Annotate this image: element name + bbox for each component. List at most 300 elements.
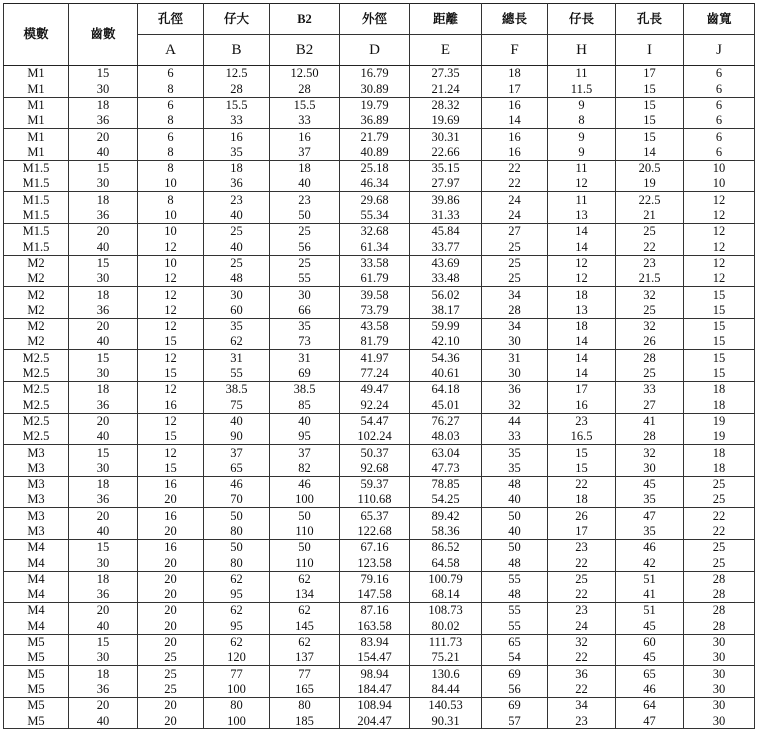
cell-hub: 35 — [204, 144, 270, 160]
cell-face-width: 22 — [684, 524, 755, 540]
cell-total-length: 34 — [482, 287, 548, 303]
cell-hub: 36 — [204, 176, 270, 192]
cell-bore-length: 41 — [616, 587, 684, 603]
cell-distance: 140.53 — [410, 697, 482, 713]
cell-bore-length: 20.5 — [616, 160, 684, 176]
cell-bore: 25 — [138, 650, 204, 666]
cell-bore: 25 — [138, 666, 204, 682]
table-row — [4, 713, 755, 729]
cell-hub: 38.5 — [204, 381, 270, 397]
cell-bore-length: 42 — [616, 555, 684, 571]
cell-teeth: 36 — [69, 208, 138, 224]
cell-b2: 25 — [270, 255, 340, 271]
header-letter-d: D — [340, 35, 410, 66]
cell-hub-length: 23 — [548, 713, 616, 729]
cell-bore: 12 — [138, 287, 204, 303]
cell-hub-length: 22 — [548, 587, 616, 603]
cell-hub: 77 — [204, 666, 270, 682]
header-name-b2: B2 — [270, 4, 340, 35]
cell-outer: 123.58 — [340, 555, 410, 571]
cell-distance: 86.52 — [410, 539, 482, 555]
cell-face-width: 18 — [684, 445, 755, 461]
cell-bore: 20 — [138, 634, 204, 650]
cell-distance: 64.18 — [410, 381, 482, 397]
cell-bore-length: 26 — [616, 334, 684, 350]
cell-bore-length: 19 — [616, 176, 684, 192]
cell-distance: 100.79 — [410, 571, 482, 587]
table-row — [4, 192, 755, 208]
cell-b2: 40 — [270, 176, 340, 192]
table-row — [4, 334, 755, 350]
header-letter-e: E — [410, 35, 482, 66]
cell-total-length: 48 — [482, 587, 548, 603]
cell-module: M5 — [4, 682, 69, 698]
cell-hub-length: 12 — [548, 176, 616, 192]
cell-teeth: 18 — [69, 381, 138, 397]
table-row — [4, 366, 755, 382]
cell-outer: 50.37 — [340, 445, 410, 461]
cell-module: M3 — [4, 476, 69, 492]
cell-total-length: 48 — [482, 476, 548, 492]
cell-teeth: 36 — [69, 587, 138, 603]
cell-teeth: 40 — [69, 239, 138, 255]
cell-outer: 16.79 — [340, 66, 410, 82]
cell-bore: 15 — [138, 334, 204, 350]
cell-teeth: 15 — [69, 255, 138, 271]
cell-total-length: 16 — [482, 144, 548, 160]
cell-hub-length: 9 — [548, 97, 616, 113]
cell-bore: 16 — [138, 397, 204, 413]
table-row — [4, 66, 755, 82]
cell-bore: 20 — [138, 697, 204, 713]
cell-hub: 62 — [204, 634, 270, 650]
table-row — [4, 129, 755, 145]
cell-total-length: 56 — [482, 682, 548, 698]
cell-b2: 46 — [270, 476, 340, 492]
cell-hub: 33 — [204, 113, 270, 129]
header-name-distance: 距離 — [410, 4, 482, 35]
cell-face-width: 12 — [684, 271, 755, 287]
cell-b2: 62 — [270, 571, 340, 587]
cell-face-width: 25 — [684, 555, 755, 571]
cell-total-length: 36 — [482, 381, 548, 397]
table-row — [4, 697, 755, 713]
cell-outer: 154.47 — [340, 650, 410, 666]
header-letter-h: H — [548, 35, 616, 66]
cell-distance: 80.02 — [410, 618, 482, 634]
cell-hub: 50 — [204, 508, 270, 524]
cell-bore-length: 51 — [616, 571, 684, 587]
cell-face-width: 6 — [684, 129, 755, 145]
cell-teeth: 15 — [69, 160, 138, 176]
cell-face-width: 6 — [684, 81, 755, 97]
cell-distance: 35.15 — [410, 160, 482, 176]
cell-hub: 90 — [204, 429, 270, 445]
cell-bore-length: 45 — [616, 650, 684, 666]
cell-total-length: 22 — [482, 176, 548, 192]
cell-bore: 25 — [138, 682, 204, 698]
cell-distance: 84.44 — [410, 682, 482, 698]
cell-distance: 48.03 — [410, 429, 482, 445]
cell-total-length: 50 — [482, 508, 548, 524]
cell-b2: 37 — [270, 144, 340, 160]
cell-teeth: 18 — [69, 571, 138, 587]
cell-bore-length: 22 — [616, 239, 684, 255]
cell-hub-length: 23 — [548, 603, 616, 619]
cell-bore-length: 15 — [616, 129, 684, 145]
cell-b2: 23 — [270, 192, 340, 208]
cell-b2: 15.5 — [270, 97, 340, 113]
cell-face-width: 12 — [684, 223, 755, 239]
table-row — [4, 445, 755, 461]
cell-bore-length: 22.5 — [616, 192, 684, 208]
cell-b2: 85 — [270, 397, 340, 413]
table-row — [4, 397, 755, 413]
cell-bore-length: 25 — [616, 223, 684, 239]
cell-bore: 12 — [138, 239, 204, 255]
cell-bore: 15 — [138, 429, 204, 445]
cell-face-width: 6 — [684, 66, 755, 82]
cell-hub-length: 34 — [548, 697, 616, 713]
cell-outer: 83.94 — [340, 634, 410, 650]
cell-total-length: 55 — [482, 571, 548, 587]
cell-bore: 16 — [138, 539, 204, 555]
table-row — [4, 271, 755, 287]
cell-hub: 31 — [204, 350, 270, 366]
cell-teeth: 18 — [69, 192, 138, 208]
cell-bore: 15 — [138, 460, 204, 476]
cell-face-width: 28 — [684, 587, 755, 603]
cell-total-length: 50 — [482, 539, 548, 555]
cell-distance: 45.01 — [410, 397, 482, 413]
cell-distance: 42.10 — [410, 334, 482, 350]
table-row — [4, 413, 755, 429]
cell-outer: 108.94 — [340, 697, 410, 713]
cell-total-length: 16 — [482, 97, 548, 113]
cell-bore-length: 64 — [616, 697, 684, 713]
header-name-hub: 仔大 — [204, 4, 270, 35]
cell-hub: 40 — [204, 413, 270, 429]
cell-bore-length: 47 — [616, 713, 684, 729]
gear-spec-table — [3, 3, 755, 729]
cell-total-length: 25 — [482, 239, 548, 255]
cell-total-length: 22 — [482, 160, 548, 176]
cell-outer: 184.47 — [340, 682, 410, 698]
cell-teeth: 18 — [69, 287, 138, 303]
cell-bore: 8 — [138, 192, 204, 208]
cell-b2: 38.5 — [270, 381, 340, 397]
cell-b2: 134 — [270, 587, 340, 603]
cell-hub: 25 — [204, 255, 270, 271]
cell-hub: 40 — [204, 239, 270, 255]
cell-teeth: 36 — [69, 492, 138, 508]
cell-module: M2.5 — [4, 381, 69, 397]
cell-b2: 55 — [270, 271, 340, 287]
table-row — [4, 492, 755, 508]
cell-b2: 82 — [270, 460, 340, 476]
cell-outer: 98.94 — [340, 666, 410, 682]
cell-bore: 20 — [138, 571, 204, 587]
cell-hub: 37 — [204, 445, 270, 461]
cell-bore-length: 14 — [616, 144, 684, 160]
cell-distance: 78.85 — [410, 476, 482, 492]
cell-hub-length: 11.5 — [548, 81, 616, 97]
table-row — [4, 81, 755, 97]
cell-distance: 30.31 — [410, 129, 482, 145]
table-row — [4, 682, 755, 698]
table-row — [4, 460, 755, 476]
cell-teeth: 30 — [69, 460, 138, 476]
cell-outer: 49.47 — [340, 381, 410, 397]
cell-face-width: 12 — [684, 255, 755, 271]
cell-bore: 8 — [138, 81, 204, 97]
cell-module: M3 — [4, 508, 69, 524]
cell-face-width: 12 — [684, 192, 755, 208]
cell-distance: 19.69 — [410, 113, 482, 129]
cell-module: M1.5 — [4, 239, 69, 255]
table-row — [4, 208, 755, 224]
cell-face-width: 30 — [684, 713, 755, 729]
cell-face-width: 18 — [684, 381, 755, 397]
cell-teeth: 30 — [69, 650, 138, 666]
cell-hub: 28 — [204, 81, 270, 97]
cell-hub-length: 25 — [548, 571, 616, 587]
cell-face-width: 28 — [684, 618, 755, 634]
cell-distance: 111.73 — [410, 634, 482, 650]
cell-hub-length: 12 — [548, 255, 616, 271]
cell-teeth: 40 — [69, 713, 138, 729]
cell-distance: 108.73 — [410, 603, 482, 619]
cell-outer: 39.58 — [340, 287, 410, 303]
cell-hub: 30 — [204, 287, 270, 303]
cell-total-length: 65 — [482, 634, 548, 650]
cell-total-length: 54 — [482, 650, 548, 666]
cell-module: M3 — [4, 460, 69, 476]
cell-hub: 35 — [204, 318, 270, 334]
cell-hub: 75 — [204, 397, 270, 413]
cell-hub: 62 — [204, 603, 270, 619]
cell-face-width: 30 — [684, 697, 755, 713]
cell-face-width: 6 — [684, 97, 755, 113]
cell-bore-length: 27 — [616, 397, 684, 413]
cell-outer: 59.37 — [340, 476, 410, 492]
cell-b2: 35 — [270, 318, 340, 334]
header-module: 模數 — [4, 4, 69, 66]
cell-face-width: 19 — [684, 429, 755, 445]
cell-bore-length: 15 — [616, 113, 684, 129]
cell-distance: 75.21 — [410, 650, 482, 666]
cell-b2: 18 — [270, 160, 340, 176]
cell-total-length: 31 — [482, 350, 548, 366]
table-header — [4, 4, 755, 66]
cell-hub: 60 — [204, 302, 270, 318]
cell-module: M4 — [4, 587, 69, 603]
table-row — [4, 239, 755, 255]
cell-hub-length: 16.5 — [548, 429, 616, 445]
cell-face-width: 12 — [684, 239, 755, 255]
cell-bore-length: 45 — [616, 476, 684, 492]
cell-teeth: 40 — [69, 618, 138, 634]
cell-outer: 29.68 — [340, 192, 410, 208]
cell-teeth: 20 — [69, 603, 138, 619]
cell-hub: 62 — [204, 571, 270, 587]
cell-bore: 12 — [138, 350, 204, 366]
cell-b2: 100 — [270, 492, 340, 508]
cell-bore: 20 — [138, 618, 204, 634]
cell-teeth: 30 — [69, 555, 138, 571]
header-name-bore: 孔徑 — [138, 4, 204, 35]
cell-module: M2.5 — [4, 413, 69, 429]
cell-module: M4 — [4, 539, 69, 555]
cell-hub-length: 18 — [548, 318, 616, 334]
cell-bore-length: 32 — [616, 287, 684, 303]
cell-bore: 15 — [138, 366, 204, 382]
cell-hub-length: 9 — [548, 144, 616, 160]
cell-distance: 21.24 — [410, 81, 482, 97]
cell-hub: 25 — [204, 223, 270, 239]
cell-teeth: 40 — [69, 334, 138, 350]
cell-outer: 67.16 — [340, 539, 410, 555]
cell-bore-length: 35 — [616, 524, 684, 540]
cell-total-length: 55 — [482, 618, 548, 634]
cell-face-width: 15 — [684, 287, 755, 303]
cell-distance: 27.35 — [410, 66, 482, 82]
cell-hub-length: 36 — [548, 666, 616, 682]
cell-distance: 63.04 — [410, 445, 482, 461]
cell-teeth: 36 — [69, 113, 138, 129]
cell-module: M3 — [4, 492, 69, 508]
cell-bore-length: 17 — [616, 66, 684, 82]
cell-b2: 137 — [270, 650, 340, 666]
cell-bore-length: 21 — [616, 208, 684, 224]
cell-distance: 90.31 — [410, 713, 482, 729]
cell-bore: 12 — [138, 271, 204, 287]
cell-b2: 50 — [270, 539, 340, 555]
cell-module: M2 — [4, 334, 69, 350]
header-letter-b2: B2 — [270, 35, 340, 66]
cell-b2: 28 — [270, 81, 340, 97]
cell-distance: 64.58 — [410, 555, 482, 571]
cell-teeth: 15 — [69, 350, 138, 366]
cell-bore-length: 32 — [616, 445, 684, 461]
header-name-bore-length: 孔長 — [616, 4, 684, 35]
cell-module: M4 — [4, 555, 69, 571]
cell-b2: 50 — [270, 208, 340, 224]
cell-module: M2.5 — [4, 350, 69, 366]
cell-b2: 80 — [270, 697, 340, 713]
cell-teeth: 18 — [69, 97, 138, 113]
cell-outer: 77.24 — [340, 366, 410, 382]
cell-hub: 80 — [204, 524, 270, 540]
cell-teeth: 36 — [69, 397, 138, 413]
header-letter-b: B — [204, 35, 270, 66]
cell-hub-length: 14 — [548, 223, 616, 239]
cell-bore-length: 21.5 — [616, 271, 684, 287]
cell-module: M5 — [4, 666, 69, 682]
cell-b2: 145 — [270, 618, 340, 634]
header-name-outer: 外徑 — [340, 4, 410, 35]
cell-face-width: 18 — [684, 397, 755, 413]
cell-total-length: 32 — [482, 397, 548, 413]
table-row — [4, 539, 755, 555]
cell-module: M2.5 — [4, 429, 69, 445]
cell-outer: 79.16 — [340, 571, 410, 587]
cell-hub: 18 — [204, 160, 270, 176]
cell-b2: 69 — [270, 366, 340, 382]
cell-module: M4 — [4, 618, 69, 634]
table-row — [4, 429, 755, 445]
cell-bore: 16 — [138, 476, 204, 492]
cell-hub-length: 17 — [548, 381, 616, 397]
cell-total-length: 55 — [482, 603, 548, 619]
cell-module: M1 — [4, 113, 69, 129]
cell-bore-length: 46 — [616, 682, 684, 698]
header-name-face-width: 齒寬 — [684, 4, 755, 35]
cell-bore: 20 — [138, 603, 204, 619]
cell-teeth: 15 — [69, 539, 138, 555]
cell-outer: 65.37 — [340, 508, 410, 524]
cell-hub-length: 12 — [548, 271, 616, 287]
table-row — [4, 255, 755, 271]
cell-module: M5 — [4, 713, 69, 729]
cell-b2: 110 — [270, 555, 340, 571]
cell-outer: 61.34 — [340, 239, 410, 255]
cell-hub: 120 — [204, 650, 270, 666]
cell-hub: 95 — [204, 618, 270, 634]
cell-bore: 6 — [138, 66, 204, 82]
cell-total-length: 69 — [482, 666, 548, 682]
cell-hub: 23 — [204, 192, 270, 208]
cell-b2: 62 — [270, 603, 340, 619]
table-row — [4, 144, 755, 160]
cell-total-length: 35 — [482, 460, 548, 476]
cell-distance: 27.97 — [410, 176, 482, 192]
cell-distance: 22.66 — [410, 144, 482, 160]
cell-b2: 25 — [270, 223, 340, 239]
cell-face-width: 18 — [684, 460, 755, 476]
table-row — [4, 508, 755, 524]
cell-hub-length: 13 — [548, 208, 616, 224]
cell-bore: 10 — [138, 208, 204, 224]
cell-hub-length: 18 — [548, 287, 616, 303]
cell-b2: 37 — [270, 445, 340, 461]
cell-module: M1.5 — [4, 208, 69, 224]
cell-outer: 41.97 — [340, 350, 410, 366]
cell-teeth: 20 — [69, 413, 138, 429]
cell-total-length: 24 — [482, 208, 548, 224]
cell-hub-length: 14 — [548, 350, 616, 366]
cell-distance: 38.17 — [410, 302, 482, 318]
cell-teeth: 15 — [69, 634, 138, 650]
table-row — [4, 176, 755, 192]
cell-b2: 16 — [270, 129, 340, 145]
table-row — [4, 97, 755, 113]
cell-module: M2 — [4, 318, 69, 334]
cell-teeth: 36 — [69, 682, 138, 698]
cell-hub: 80 — [204, 697, 270, 713]
cell-face-width: 19 — [684, 413, 755, 429]
cell-hub: 50 — [204, 539, 270, 555]
cell-b2: 12.50 — [270, 66, 340, 82]
cell-module: M1.5 — [4, 223, 69, 239]
cell-bore: 10 — [138, 255, 204, 271]
cell-hub-length: 11 — [548, 66, 616, 82]
table-row — [4, 476, 755, 492]
cell-outer: 163.58 — [340, 618, 410, 634]
cell-module: M1 — [4, 81, 69, 97]
cell-bore: 6 — [138, 129, 204, 145]
cell-distance: 68.14 — [410, 587, 482, 603]
